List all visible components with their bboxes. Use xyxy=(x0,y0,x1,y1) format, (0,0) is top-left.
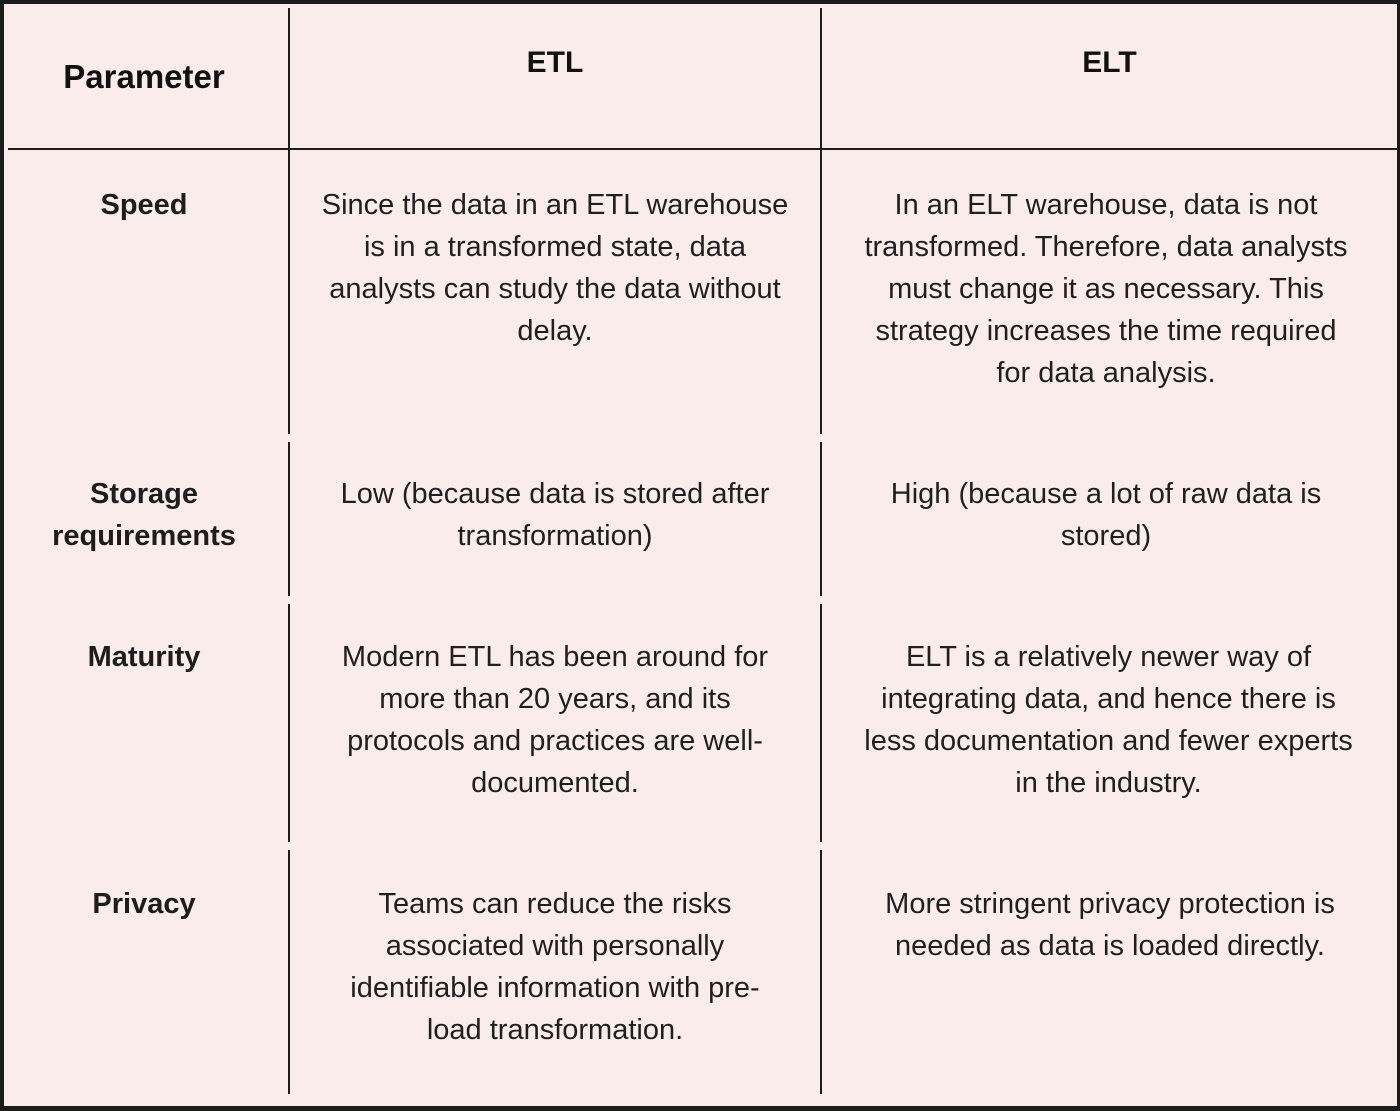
column-divider xyxy=(288,8,290,1094)
elt-storage-cell: High (because a lot of raw data is stored) xyxy=(890,478,1322,552)
header-divider xyxy=(8,148,1400,150)
row-label-speed: Speed xyxy=(100,189,188,221)
row-label-storage: Storage requirements xyxy=(52,478,236,552)
elt-speed-cell: In an ELT warehouse, data is not transformed. Therefore, data analysts must change it as necessary. This strategy increases the time required for data analysis. xyxy=(864,189,1348,389)
row-break xyxy=(818,842,824,850)
row-break xyxy=(286,842,292,850)
row-break xyxy=(818,596,824,604)
etl-maturity-cell: Modern ETL has been around for more than 20 years, and its protocols and practices are well-documented. xyxy=(341,641,769,799)
etl-storage-cell: Low (because data is stored after transformation) xyxy=(340,478,770,552)
column-divider xyxy=(820,8,822,1094)
row-break xyxy=(286,434,292,442)
row-break xyxy=(286,596,292,604)
elt-maturity-cell: ELT is a relatively newer way of integrating data, and hence there is less documentation and fewer experts in the industry. xyxy=(864,641,1353,799)
etl-speed-cell: Since the data in an ETL warehouse is in a transformed state, data analysts can study the data without delay. xyxy=(321,189,789,347)
row-label-privacy: Privacy xyxy=(92,888,196,920)
row-label-maturity: Maturity xyxy=(87,641,201,673)
header-elt: ELT xyxy=(1082,46,1137,79)
elt-privacy-cell: More stringent privacy protection is needed as data is loaded directly. xyxy=(885,888,1335,962)
row-break xyxy=(818,434,824,442)
etl-privacy-cell: Teams can reduce the risks associated with personally identifiable information with pre-load transformation. xyxy=(350,888,760,1046)
header-parameter: Parameter xyxy=(63,58,225,95)
header-etl: ETL xyxy=(526,46,584,79)
